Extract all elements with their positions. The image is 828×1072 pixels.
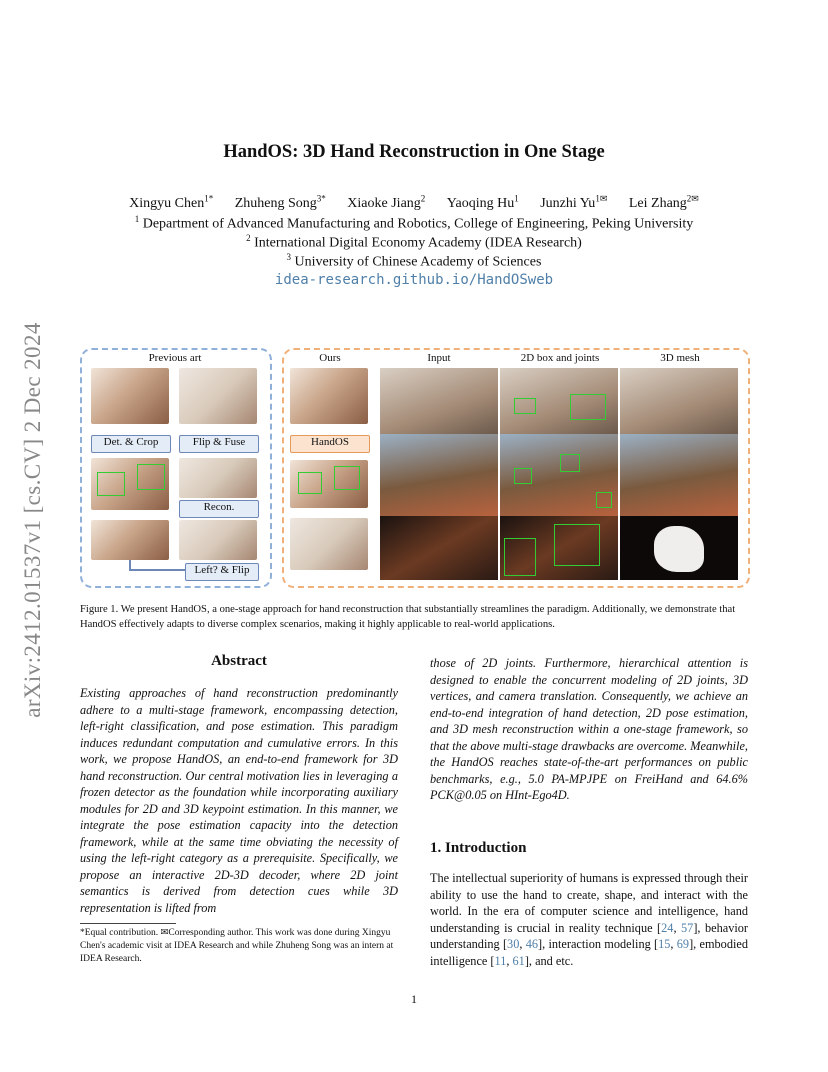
box-joints-label: 2D box and joints (520, 352, 600, 364)
affiliation-1: $^1$ Department of Advanced Manufacturing and Robotics, College of Engineering, Peking University (134, 214, 694, 232)
det-crop-step: Det. & Crop (91, 435, 171, 453)
ours-label: Ours (319, 352, 341, 364)
left-flip-step: Left? & Flip (185, 563, 259, 581)
guitar-joints-image (500, 516, 618, 580)
figure-caption: Figure 1. We present HandOS, a one-stage approach for hand reconstruction that substantially streamlines the paradigm. Additionally, we demonstrate that HandOS effectively adapts to diverse complex scenarios, making it highly applicable to real-world applications. (80, 604, 736, 630)
abstract-left: Existing approaches of hand reconstruction predominantly adhere to a multi-stage framework, encompassing detection, left-right classification, and pose estimation. This paradigm induces redundant computation and cumulative errors. In this work, we propose HandOS, an end-to-end framework for 3D hand reconstruction. Our central motivation lies in leveraging a frozen detector as the foundation while incorporating auxiliary modules for 2D and 3D keypoint estimation. In this manner, we integrate the pose estimation capacity into the detection framework, while at the same time obviating the necessity of using the left-right category as a prerequisite. Specifically, we propose an interactive 2D-3D decoder, where 2D joint semantics is derived from detection cues while 3D representation is lifted from (80, 686, 398, 915)
hand-image (91, 520, 169, 560)
painting-joints-image (500, 434, 618, 516)
footnote-rule (80, 923, 176, 924)
abstract-right: those of 2D joints. Furthermore, hierarchical attention is designed to enable the concurrent modeling of 2D joints, 3D vertices, and camera translation. Consequently, we achieve an end-to-end integration of hand detection, 2D pose estimation, and 3D mesh reconstruction within a one-stage framework, so that the above multi-stage drawbacks are overcome. Meanwhile, the HandOS reaches state-of-the-art performances on public benchmarks, e.g., 5.0 PA-MPJPE on FreiHand and 64.6% PCK@0.05 on HInt-Ego4D. (430, 656, 748, 802)
flip-fuse-step: Flip & Fuse (179, 435, 259, 453)
footnote: *Equal contribution. ✉Corresponding author. This work was done during Xingyu Chen's academic visit at IDEA Research and while Zhuheng Song was an intern at IDEA Research. (80, 928, 394, 964)
flow-arrow (129, 569, 185, 571)
affiliation-2: $^2$ International Digital Economy Academy (IDEA Research) (246, 233, 582, 251)
hand-image (290, 368, 368, 424)
detection-box (596, 492, 612, 508)
detection-box (298, 472, 322, 494)
introduction-text: The intellectual superiority of humans is expressed through their ability to use the hand to create, shape, and interact with the world. In the era of computer science and intelligence, hand understanding is crucial in reality technique [24, 57], behavior understanding [30, 46], interaction modeling [15, 69], embodied intelligence [11, 61], and etc. (430, 871, 749, 968)
author: Xiaoke Jiang$^2$ (347, 193, 426, 211)
detection-box (504, 538, 536, 576)
hand-box-image (290, 460, 368, 508)
painting-input-image (380, 434, 498, 516)
page-number: 1 (411, 992, 417, 1006)
author: Yaoqing Hu$^1$ (446, 193, 519, 211)
abstract-heading: Abstract (211, 653, 267, 669)
detection-box (514, 468, 532, 484)
painting-mesh-image (620, 434, 738, 516)
recon-step: Recon. (179, 500, 259, 518)
author: Xingyu Chen$^{1*}$ (129, 193, 214, 211)
detection-box (334, 466, 360, 490)
baby-joints-image (500, 368, 618, 434)
handos-step: HandOS (290, 435, 370, 453)
mesh-label: 3D mesh (660, 352, 700, 364)
project-link[interactable]: idea-research.github.io/HandOSweb (274, 272, 554, 288)
previous-art-label: Previous art (148, 352, 202, 364)
arxiv-stamp (18, 290, 48, 750)
input-label: Input (427, 352, 451, 364)
detection-box (570, 394, 606, 420)
detection-box (554, 524, 600, 566)
author-list (0, 193, 828, 212)
baby-input-image (380, 368, 498, 434)
hand-crop-image (91, 458, 169, 510)
mesh-image (179, 368, 257, 424)
arxiv-id: arXiv:2412.01537v1 [cs.CV] 2 Dec 2024 (20, 322, 45, 718)
guitar-input-image (380, 516, 498, 580)
introduction-heading: 1. Introduction (430, 840, 527, 856)
hand-image (91, 368, 169, 424)
paper-title: HandOS: 3D Hand Reconstruction in One Stage (223, 142, 605, 162)
detection-box (514, 398, 536, 414)
author: Lei Zhang$^{2✉}$ (628, 193, 699, 211)
detection-box (137, 464, 165, 490)
author: Junzhi $Yu^{1✉}$ (540, 193, 608, 211)
figure-1 (80, 348, 752, 588)
author: Zhuheng Song$^{3*}$ (234, 193, 326, 211)
mesh-image (290, 518, 368, 570)
detection-box (560, 454, 580, 472)
affiliation-3: $^3$ University of Chinese Academy of Sciences (286, 252, 542, 270)
guitar-mesh-image (620, 516, 738, 580)
mesh-image (179, 520, 257, 560)
mesh-image (179, 458, 257, 498)
hand-mesh (654, 526, 704, 572)
detection-box (97, 472, 125, 496)
baby-mesh-image (620, 368, 738, 434)
